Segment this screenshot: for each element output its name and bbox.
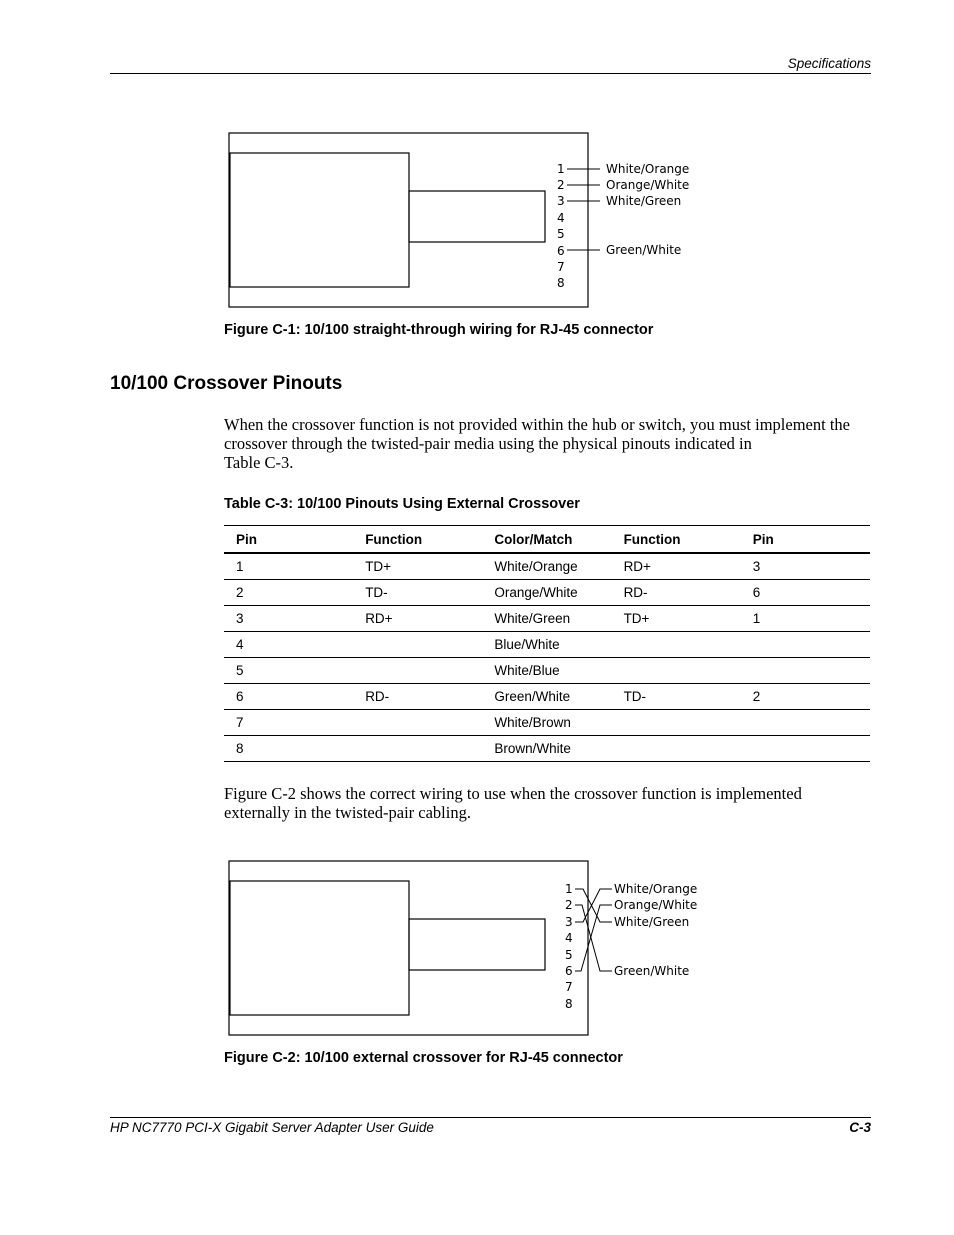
table-cell: White/Brown	[482, 710, 611, 736]
table-cell: RD+	[612, 553, 741, 580]
table-row	[224, 684, 870, 710]
table-cell	[353, 736, 482, 762]
crossover-wires	[575, 889, 612, 971]
pin-label: 2	[557, 178, 565, 192]
table-cell: 7	[224, 710, 353, 736]
table-row	[224, 606, 870, 632]
column-header: Color/Match	[482, 526, 611, 554]
connector-body	[230, 881, 409, 1015]
table-cell	[353, 658, 482, 684]
table-cell: TD+	[353, 553, 482, 580]
table-cell	[612, 710, 741, 736]
pin-label: 1	[557, 162, 565, 176]
table-cell: 5	[224, 658, 353, 684]
table-cell	[741, 736, 870, 762]
connector-body	[230, 153, 409, 287]
figure2-paragraph: Figure C-2 shows the correct wiring to use when the crossover function is implemented externally in the twisted-pair cabling.	[224, 784, 802, 822]
running-header: Specifications	[787, 56, 871, 71]
table-cell: 3	[224, 606, 353, 632]
wire-labels	[614, 882, 697, 978]
connector-tab	[409, 919, 545, 970]
pinouts-table	[224, 525, 870, 762]
table-cell: 4	[224, 632, 353, 658]
pin-label: 6	[565, 964, 573, 978]
table-cell	[741, 710, 870, 736]
connector-tab	[409, 191, 545, 242]
table-cell: 1	[741, 606, 870, 632]
figure-straight-through	[224, 132, 724, 312]
header-rule	[110, 73, 871, 74]
table-row	[224, 736, 870, 762]
wire-label: Orange/White	[614, 898, 698, 912]
crossover-wire	[575, 905, 612, 971]
table-cell: RD-	[612, 580, 741, 606]
figure1-caption: Figure C-1: 10/100 straight-through wiring for RJ-45 connector	[224, 322, 654, 338]
pin-label: 3	[557, 194, 565, 208]
wire-label: White/Orange	[606, 162, 690, 176]
pin-label: 7	[557, 260, 565, 274]
pin-label: 6	[557, 244, 565, 258]
column-header: Pin	[224, 526, 353, 554]
intro-paragraph	[224, 415, 864, 472]
table-cell: Brown/White	[482, 736, 611, 762]
pin-label: 4	[565, 931, 573, 945]
section-title: 10/100 Crossover Pinouts	[110, 373, 343, 394]
footer-rule	[110, 1117, 871, 1118]
table-reference-link[interactable]: Table C-3.	[224, 453, 294, 472]
pin-label: 2	[565, 898, 573, 912]
table-cell: 3	[741, 553, 870, 580]
pin-label: 5	[557, 227, 565, 241]
intro-text: When the crossover function is not provided within the hub or switch, you must implement the crossover through the twisted-pair media using the physical pinouts indicated in	[224, 415, 850, 453]
table-cell: 1	[224, 553, 353, 580]
wire-label: Orange/White	[606, 178, 690, 192]
pin-labels	[565, 882, 573, 1011]
table-cell	[612, 632, 741, 658]
crossover-wire	[575, 905, 612, 971]
wire-label: White/Green	[606, 194, 682, 208]
table-cell: TD+	[612, 606, 741, 632]
table-cell: TD-	[612, 684, 741, 710]
figure-crossover	[224, 860, 724, 1040]
table-cell: Green/White	[482, 684, 611, 710]
table-cell: Orange/White	[482, 580, 611, 606]
table-row	[224, 580, 870, 606]
pin-label: 3	[565, 915, 573, 929]
table-cell: Blue/White	[482, 632, 611, 658]
table-cell: 2	[741, 684, 870, 710]
table-cell: RD-	[353, 684, 482, 710]
table-row	[224, 632, 870, 658]
pin-label: 4	[557, 211, 565, 225]
table-row	[224, 710, 870, 736]
table-cell: White/Orange	[482, 553, 611, 580]
wire-label: White/Green	[614, 915, 690, 929]
table-header-row	[224, 526, 870, 554]
column-header: Pin	[741, 526, 870, 554]
table-cell: 6	[224, 684, 353, 710]
table-cell	[612, 658, 741, 684]
table-cell: 6	[741, 580, 870, 606]
wire-label: White/Orange	[614, 882, 698, 896]
pin-label: 8	[557, 276, 565, 290]
wire-labels	[606, 162, 689, 257]
pin-labels	[557, 162, 565, 290]
table-title: Table C-3: 10/100 Pinouts Using External Crossover	[224, 496, 580, 512]
table-cell	[612, 736, 741, 762]
table-cell: White/Green	[482, 606, 611, 632]
pin-label: 1	[565, 882, 573, 896]
column-header: Function	[612, 526, 741, 554]
table-cell	[353, 710, 482, 736]
table-cell: 8	[224, 736, 353, 762]
table-cell: 2	[224, 580, 353, 606]
pin-label: 5	[565, 948, 573, 962]
table-cell: White/Blue	[482, 658, 611, 684]
table-cell: TD-	[353, 580, 482, 606]
table-row	[224, 553, 870, 580]
table-cell	[741, 632, 870, 658]
wire-label: Green/White	[614, 964, 690, 978]
column-header: Function	[353, 526, 482, 554]
table-cell	[353, 632, 482, 658]
figure2-caption: Figure C-2: 10/100 external crossover for RJ-45 connector	[224, 1050, 623, 1066]
wire-label: Green/White	[606, 243, 682, 257]
footer-title: HP NC7770 PCI-X Gigabit Server Adapter User Guide	[110, 1120, 434, 1135]
pin-label: 8	[565, 997, 573, 1011]
table-cell: RD+	[353, 606, 482, 632]
table-cell	[741, 658, 870, 684]
table-row	[224, 658, 870, 684]
pin-label: 7	[565, 980, 573, 994]
page-number: C-3	[849, 1120, 871, 1135]
wire-lines	[567, 169, 600, 250]
